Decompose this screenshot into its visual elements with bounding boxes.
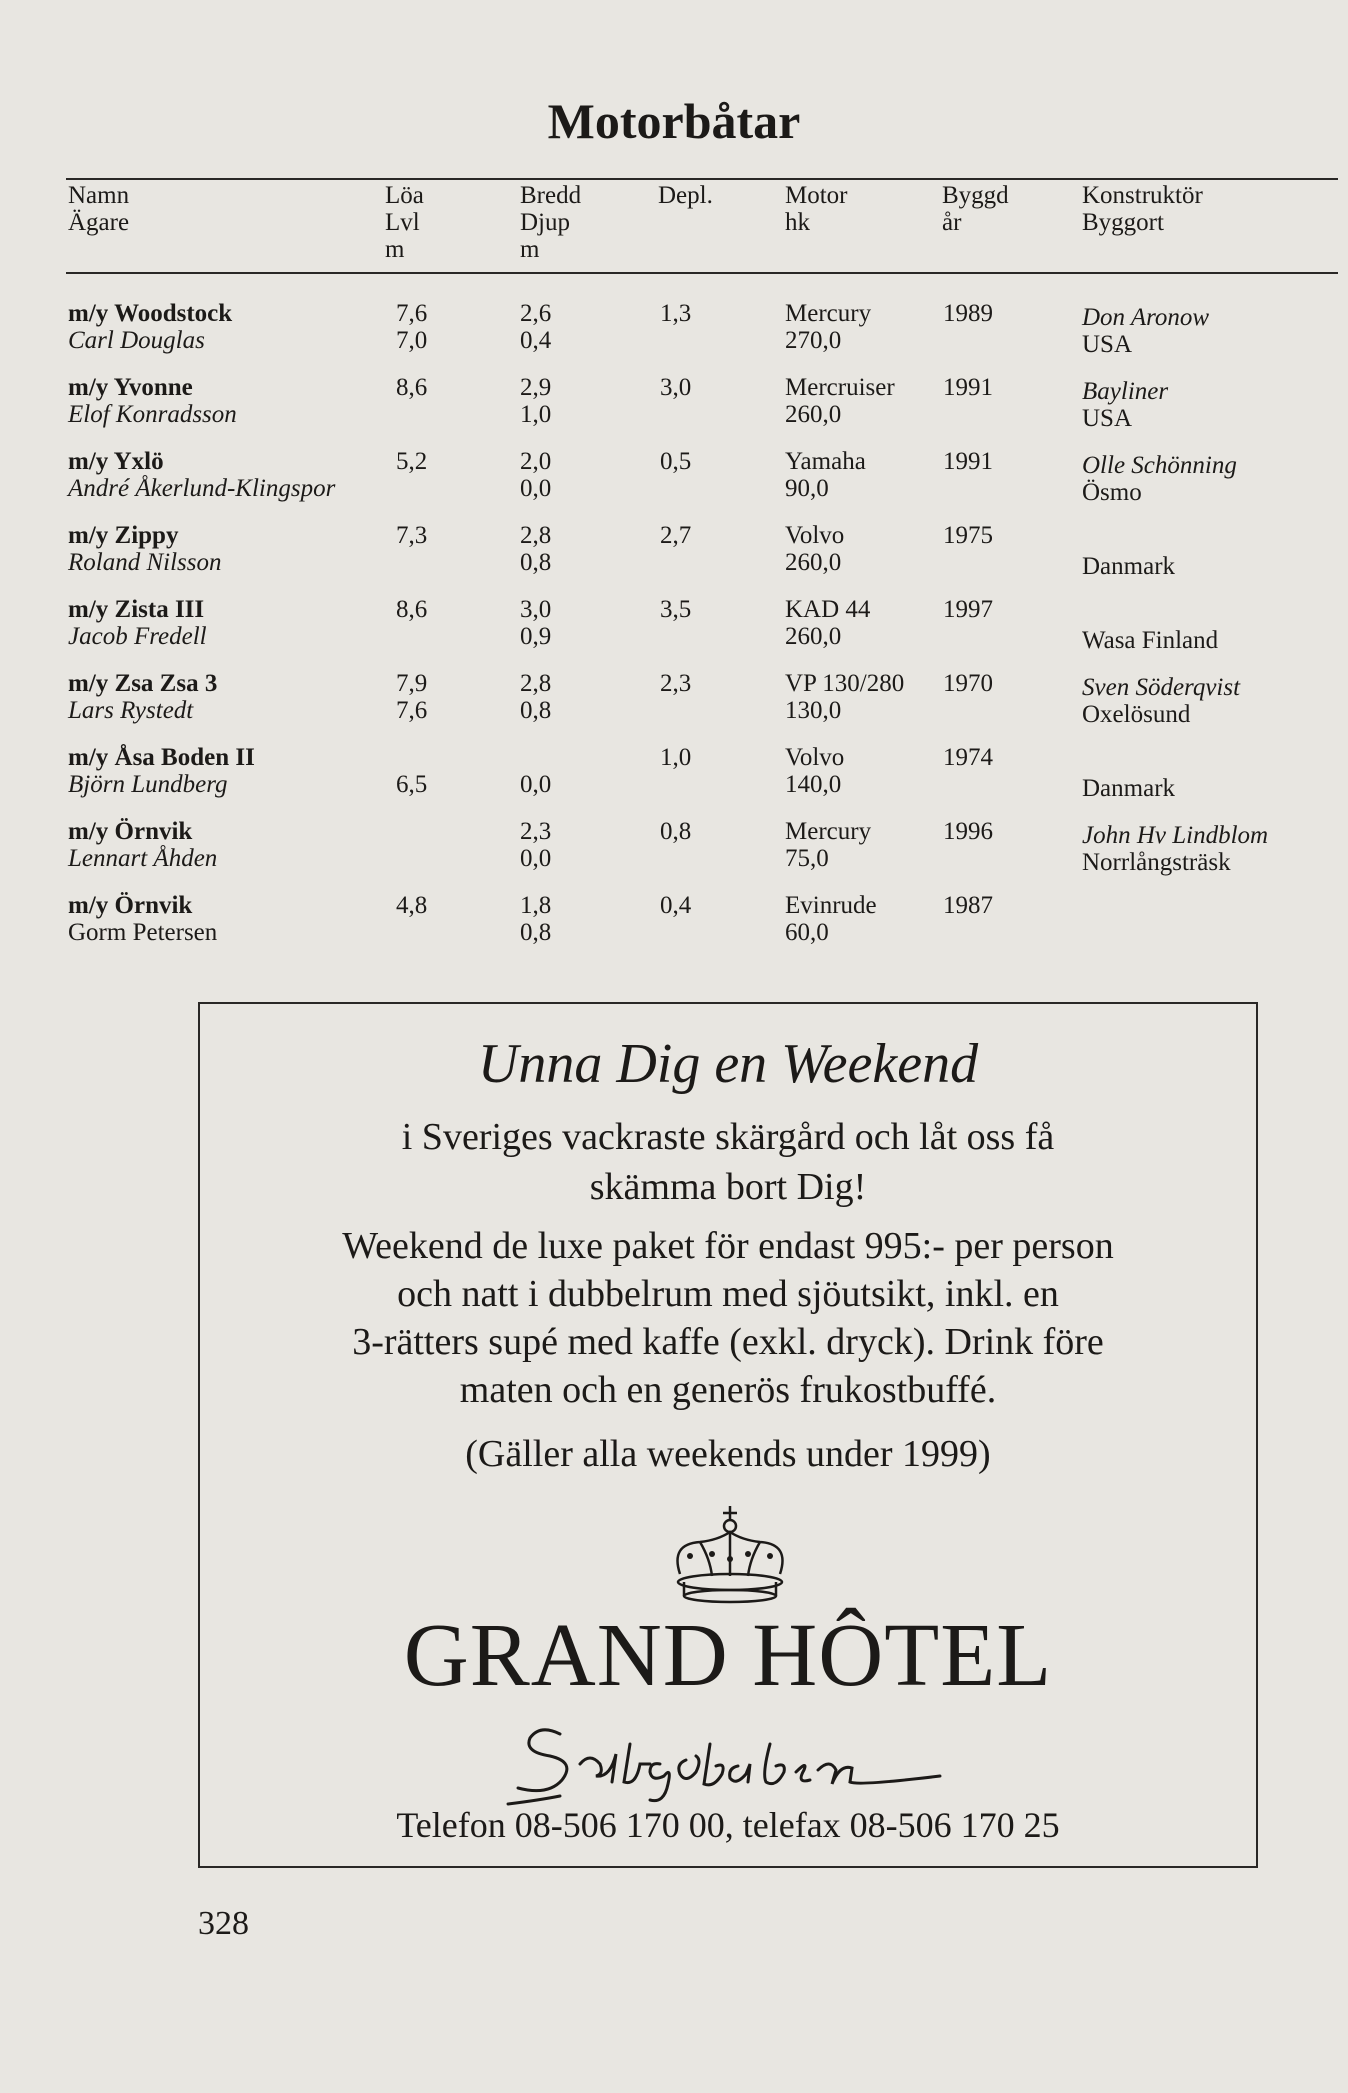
cell-name: m/y Zippy (68, 522, 179, 549)
ad-intro (200, 1112, 1256, 1212)
cell-name: m/y Örnvik (68, 818, 193, 845)
cell-place: Danmark (1082, 775, 1176, 802)
col-header-line: Lvl (385, 209, 420, 236)
cell-place: USA (1082, 405, 1133, 432)
cell-djup: 0,4 (520, 327, 552, 354)
cell-owner: Lars Rystedt (68, 697, 194, 724)
cell-place: Danmark (1082, 553, 1176, 580)
cell-motor: Volvo (785, 744, 845, 771)
cell-year: 1975 (943, 522, 993, 549)
cell-loa: 7,6 (396, 300, 428, 327)
cell-designer: Don Aronow (1082, 304, 1210, 331)
cell-name: m/y Zsa Zsa 3 (68, 670, 218, 697)
cell-owner: Roland Nilsson (68, 549, 222, 576)
ad-validity: (Gäller alla weekends under 1999) (465, 1433, 991, 1475)
cell-owner: Björn Lundberg (68, 771, 228, 798)
saltsjobaden-script-logo (500, 1704, 960, 1814)
cell-owner: André Åkerlund-Klingspor (68, 475, 336, 502)
cell-loa: 7,9 (396, 670, 428, 697)
cell-lvl: 7,0 (396, 327, 428, 354)
cell-motor: Yamaha (785, 448, 866, 475)
crown-icon (660, 1504, 800, 1614)
cell-depl: 3,0 (660, 374, 692, 401)
ad-offer (200, 1222, 1256, 1414)
cell-lvl: 7,6 (396, 697, 428, 724)
cell-depl: 0,4 (660, 892, 692, 919)
ad-heading: Unna Dig en Weekend (477, 1033, 979, 1095)
cell-motor: Mercruiser (785, 374, 895, 401)
cell-year: 1997 (943, 596, 993, 623)
cell-motor: Volvo (785, 522, 845, 549)
cell-lvl: 6,5 (396, 771, 428, 798)
cell-hk: 140,0 (785, 771, 842, 798)
cell-year: 1991 (943, 448, 993, 475)
col-header-line: Namn (68, 182, 130, 209)
col-header-loa (385, 182, 424, 263)
cell-designer: Sven Söderqvist (1082, 674, 1241, 701)
cell-loa: 8,6 (396, 374, 428, 401)
cell-name: m/y Yxlö (68, 448, 164, 475)
cell-bredd: 2,8 (520, 522, 552, 549)
cell-motor: Mercury (785, 300, 872, 327)
cell-year: 1996 (943, 818, 993, 845)
col-header-line: Ägare (68, 209, 130, 236)
cell-loa: 8,6 (396, 596, 428, 623)
cell-motor: Mercury (785, 818, 872, 845)
table-row (0, 374, 1348, 448)
col-header-line: Motor (785, 182, 848, 209)
cell-bredd: 3,0 (520, 596, 552, 623)
cell-depl: 0,8 (660, 818, 692, 845)
cell-loa: 5,2 (396, 448, 428, 475)
cell-hk: 260,0 (785, 549, 842, 576)
cell-motor: VP 130/280 (785, 670, 905, 697)
cell-hk: 260,0 (785, 623, 842, 650)
cell-depl: 2,3 (660, 670, 692, 697)
cell-owner: Carl Douglas (68, 327, 205, 354)
ad-intro-line: skämma bort Dig! (589, 1166, 867, 1208)
cell-hk: 130,0 (785, 697, 842, 724)
col-header-motor (785, 182, 848, 236)
table-row (0, 300, 1348, 374)
col-header-line: m (385, 236, 405, 263)
cell-designer: Bayliner (1082, 378, 1169, 405)
cell-designer: Olle Schönning (1082, 452, 1237, 479)
cell-year: 1970 (943, 670, 993, 697)
header-bottom-rule (66, 272, 1338, 274)
cell-depl: 1,0 (660, 744, 692, 771)
cell-bredd: 2,3 (520, 818, 552, 845)
cell-bredd: 2,0 (520, 448, 552, 475)
cell-owner: Jacob Fredell (68, 623, 207, 650)
cell-name: m/y Åsa Boden II (68, 744, 255, 771)
cell-djup: 0,8 (520, 549, 552, 576)
cell-bredd: 2,6 (520, 300, 552, 327)
col-header-line: Byggort (1082, 209, 1164, 236)
ad-offer-line: och natt i dubbelrum med sjöutsikt, inkl. en (397, 1273, 1059, 1315)
cell-depl: 2,7 (660, 522, 692, 549)
hotel-advertisement (198, 1002, 1258, 1868)
col-header-line: Bredd (520, 182, 582, 209)
cell-place: Norrlångsträsk (1082, 849, 1231, 876)
col-header-line: Djup (520, 209, 570, 236)
ad-offer-line: maten och en generös frukostbuffé. (459, 1369, 997, 1411)
col-header-konstruktor (1082, 182, 1203, 236)
cell-place: Oxelösund (1082, 701, 1191, 728)
ad-intro-line: i Sveriges vackraste skärgård och låt oss få (401, 1116, 1055, 1158)
cell-djup: 0,8 (520, 919, 552, 946)
cell-hk: 75,0 (785, 845, 829, 872)
table-row (0, 596, 1348, 670)
cell-owner: Gorm Petersen (68, 919, 218, 946)
cell-year: 1987 (943, 892, 993, 919)
table-row (0, 670, 1348, 744)
col-header-bredd (520, 182, 581, 263)
table-row (0, 892, 1348, 966)
col-header-line: Depl. (658, 182, 713, 209)
col-header-line: Konstruktör (1082, 182, 1203, 209)
cell-place: Wasa Finland (1082, 627, 1219, 654)
table-row (0, 818, 1348, 892)
cell-djup: 0,0 (520, 475, 552, 502)
cell-bredd: 1,8 (520, 892, 552, 919)
cell-name: m/y Woodstock (68, 300, 233, 327)
cell-year: 1974 (943, 744, 993, 771)
cell-hk: 90,0 (785, 475, 829, 502)
cell-designer: John Hv Lindblom (1082, 822, 1269, 849)
header-top-rule (66, 178, 1338, 180)
ad-offer-line: Weekend de luxe paket för endast 995:- per person (342, 1225, 1114, 1267)
table-row (0, 448, 1348, 522)
page-title: Motorbåtar (547, 93, 801, 149)
col-header-line: m (520, 236, 540, 263)
cell-hk: 260,0 (785, 401, 842, 428)
col-header-byggd (942, 182, 1009, 236)
cell-djup: 1,0 (520, 401, 552, 428)
cell-djup: 0,8 (520, 697, 552, 724)
table-row (0, 522, 1348, 596)
cell-name: m/y Örnvik (68, 892, 193, 919)
cell-motor: KAD 44 (785, 596, 871, 623)
col-header-name (68, 182, 129, 236)
cell-place: USA (1082, 331, 1133, 358)
col-header-line: år (942, 209, 962, 236)
cell-djup: 0,0 (520, 771, 552, 798)
col-header-line: Löa (385, 182, 424, 209)
cell-hk: 60,0 (785, 919, 829, 946)
cell-hk: 270,0 (785, 327, 842, 354)
cell-depl: 3,5 (660, 596, 692, 623)
col-header-depl (658, 182, 713, 209)
cell-place: Ösmo (1082, 479, 1142, 506)
cell-motor: Evinrude (785, 892, 877, 919)
cell-owner: Elof Konradsson (68, 401, 237, 428)
ad-contact: Telefon 08-506 170 00, telefax 08-506 170 25 (396, 1805, 1060, 1845)
hotel-logo-text: GRAND HÔTEL (403, 1606, 1053, 1705)
cell-loa: 4,8 (396, 892, 428, 919)
cell-depl: 1,3 (660, 300, 692, 327)
cell-name: m/y Zista III (68, 596, 205, 623)
cell-bredd: 2,8 (520, 670, 552, 697)
table-row (0, 744, 1348, 818)
cell-djup: 0,0 (520, 845, 552, 872)
cell-name: m/y Yvonne (68, 374, 193, 401)
cell-year: 1991 (943, 374, 993, 401)
col-header-line: hk (785, 209, 810, 236)
ad-offer-line: 3-rätters supé med kaffe (exkl. dryck). Drink före (352, 1321, 1104, 1363)
cell-depl: 0,5 (660, 448, 692, 475)
page-number: 328 (198, 1905, 249, 1942)
cell-owner: Lennart Åhden (68, 845, 218, 872)
cell-bredd: 2,9 (520, 374, 552, 401)
cell-djup: 0,9 (520, 623, 552, 650)
col-header-line: Byggd (942, 182, 1009, 209)
cell-loa: 7,3 (396, 522, 428, 549)
cell-year: 1989 (943, 300, 993, 327)
